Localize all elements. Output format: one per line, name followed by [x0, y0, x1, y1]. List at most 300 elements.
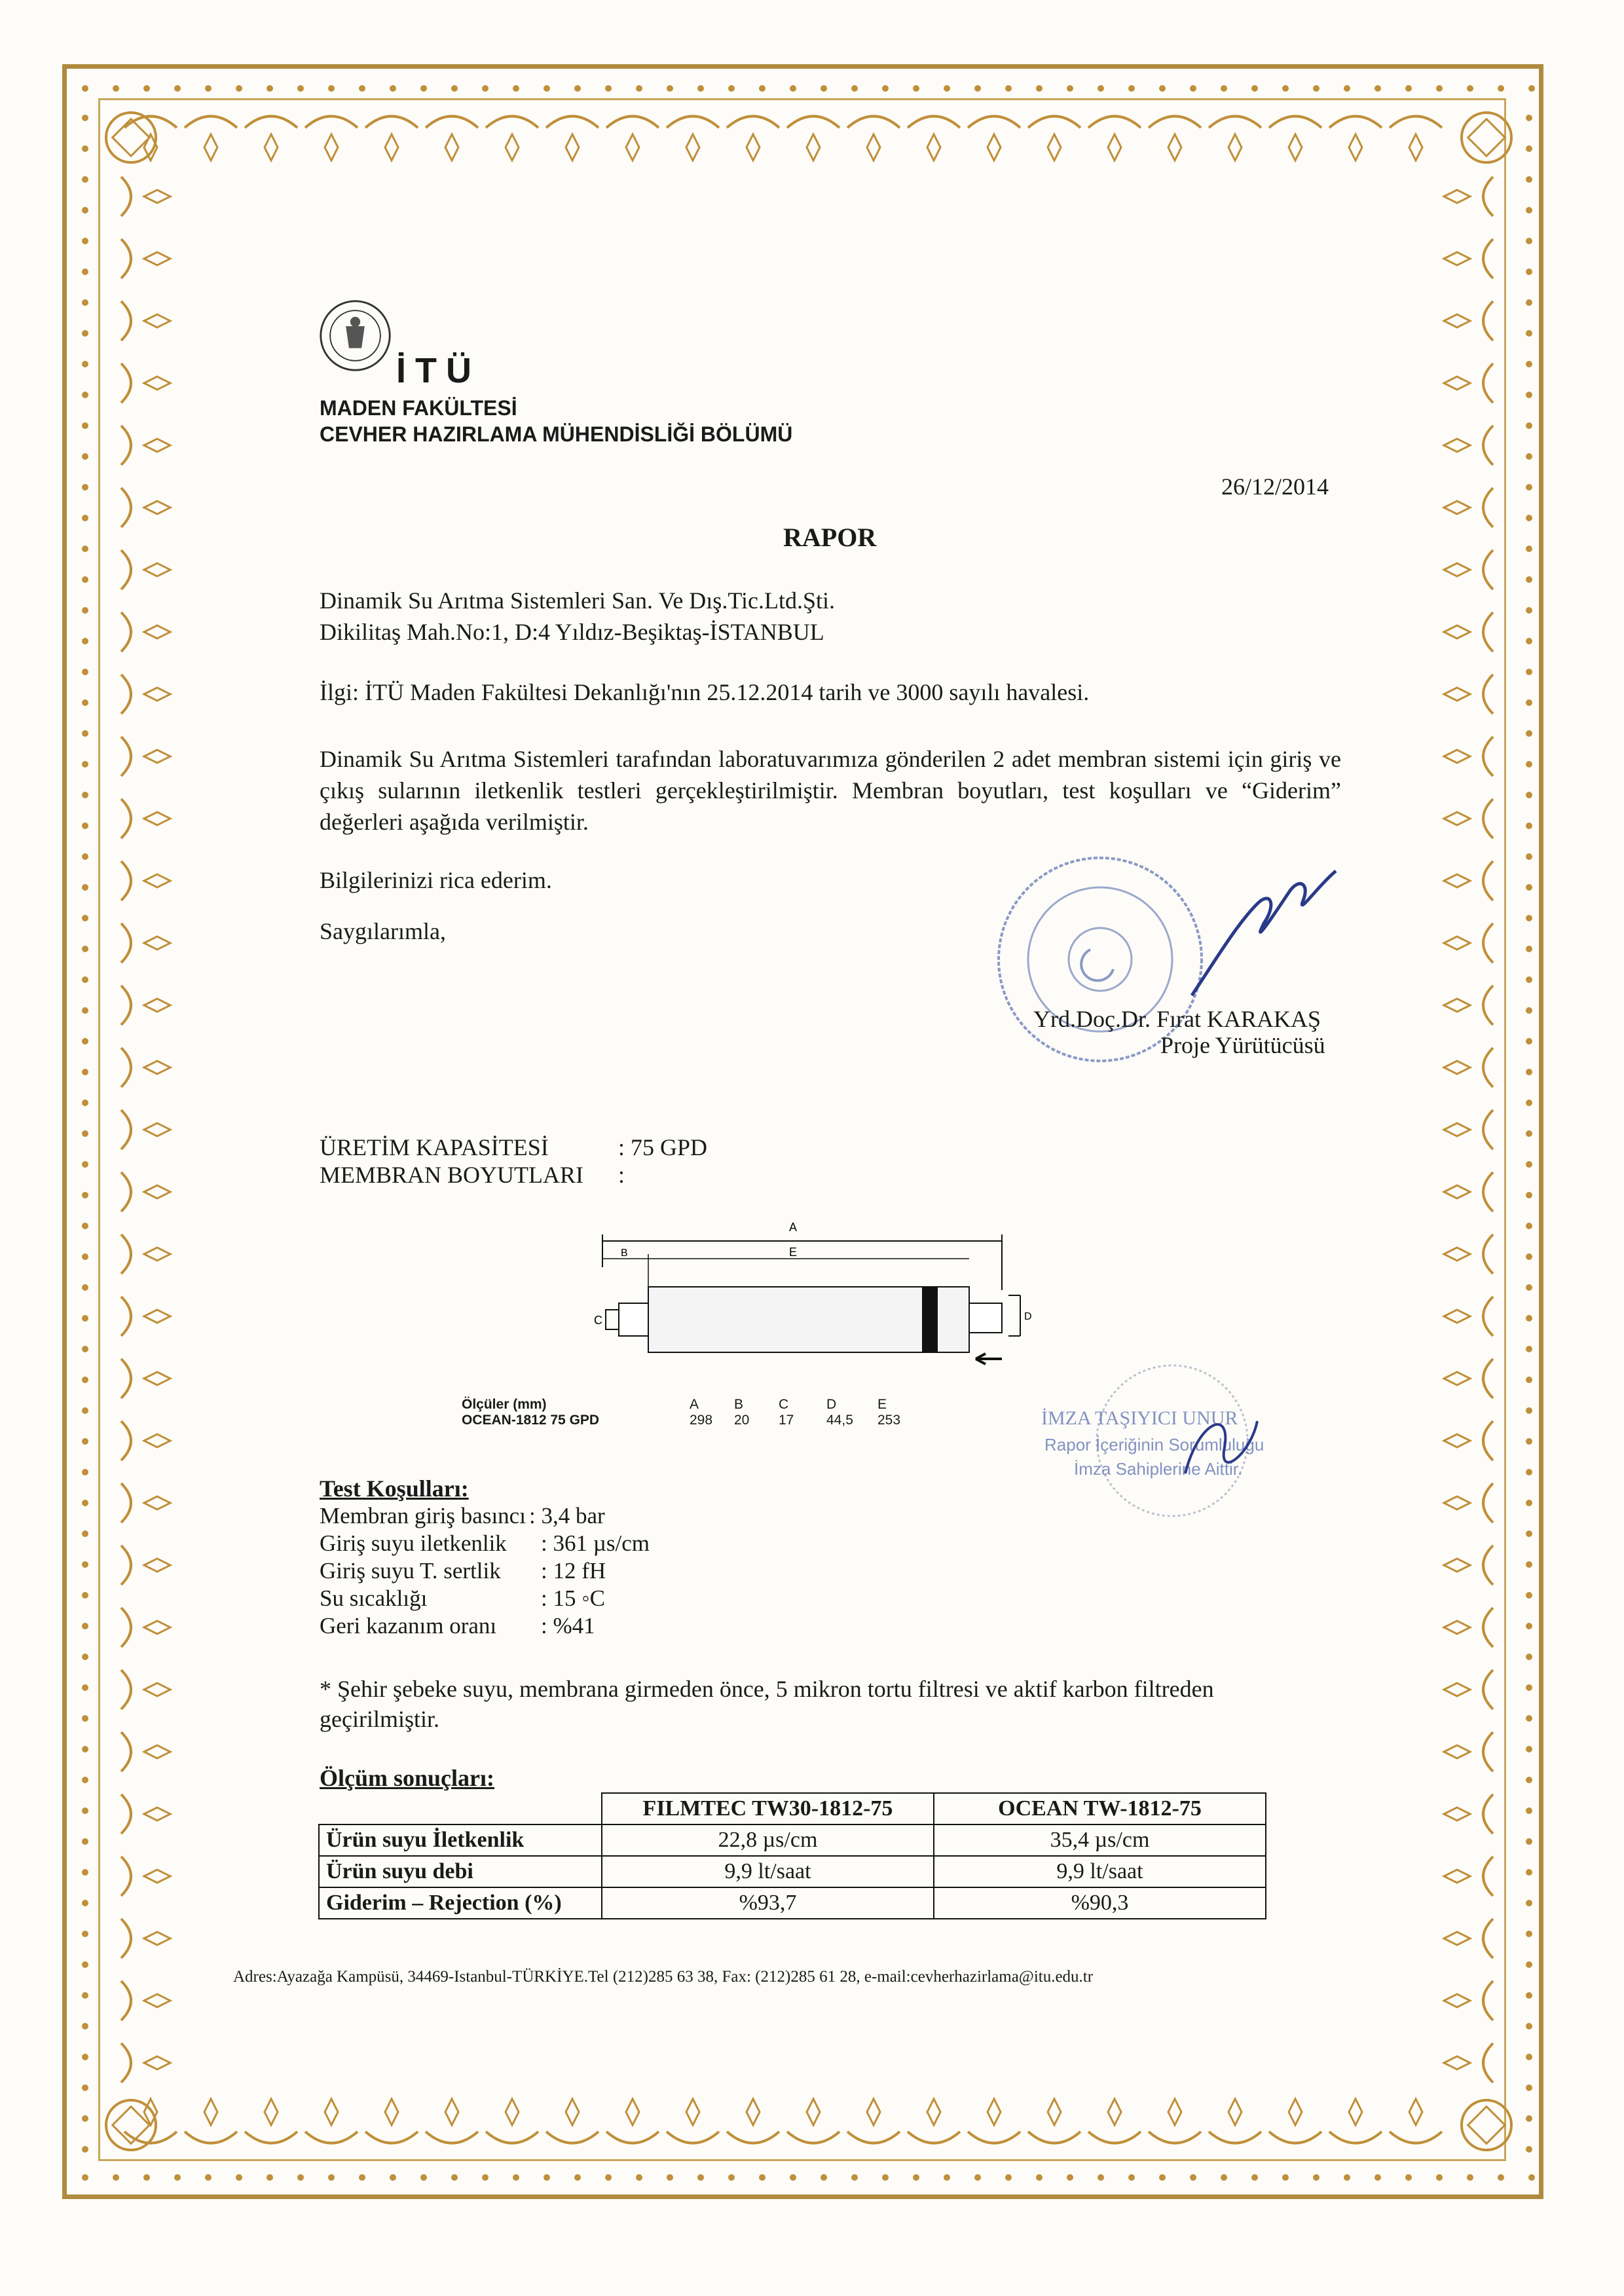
ornament-mark	[82, 2146, 88, 2153]
ornament-mark	[1444, 1123, 1470, 1136]
ornament-mark	[82, 2054, 88, 2060]
ornament-mark	[82, 946, 88, 952]
ornament-mark	[697, 85, 704, 92]
ornament-mark	[1526, 1253, 1532, 1260]
signatory-name: Yrd.Doç.Dr. Fırat KARAKAŞ	[1033, 1006, 1321, 1032]
ornament-mark	[185, 2132, 237, 2143]
ornament-mark	[747, 134, 760, 160]
table-row	[319, 1856, 1266, 1887]
ornament-mark	[1526, 2115, 1532, 2122]
ornament-mark	[913, 2174, 919, 2181]
ornament-mark	[1098, 2174, 1104, 2181]
ornament-mark	[121, 923, 131, 963]
ornament-mark	[245, 117, 297, 128]
condition-value-pressure: : 3,4 bar	[529, 1503, 605, 1528]
ornament-mark	[1526, 1869, 1532, 1876]
ornament-mark	[1313, 85, 1320, 92]
ornament-mark	[968, 117, 1020, 128]
ornament-mark	[1444, 1248, 1470, 1261]
ornament-mark	[667, 2174, 673, 2181]
ornament-mark	[144, 1185, 170, 1198]
ornament-mark	[82, 299, 88, 306]
ornament-mark	[451, 85, 458, 92]
ornament-mark	[626, 134, 639, 160]
ornament-mark	[882, 2174, 889, 2181]
ornament-mark	[1444, 190, 1470, 203]
table-row	[319, 1824, 1266, 1856]
ornament-mark	[1444, 377, 1470, 390]
ornament-mark	[1528, 2174, 1535, 2181]
ornament-mark	[1168, 2099, 1181, 2125]
ornament-mark	[1444, 1932, 1470, 1945]
ornament-mark	[385, 2099, 398, 2125]
ornament-mark	[1526, 1161, 1532, 1168]
ornament-mark	[82, 176, 88, 183]
ornament-mark	[390, 2174, 396, 2181]
ornament-mark	[82, 546, 88, 552]
results-cell: %90,3	[934, 1887, 1266, 1919]
ornament-mark	[82, 1715, 88, 1722]
ornament-mark	[1526, 1038, 1532, 1045]
ornament-mark	[1526, 1130, 1532, 1137]
ornament-mark	[686, 2099, 699, 2125]
ornament-mark	[82, 1161, 88, 1168]
ornament-mark	[205, 85, 212, 92]
ornament-mark	[82, 607, 88, 614]
ornament-mark	[867, 2099, 880, 2125]
ornament-mark	[1526, 1315, 1532, 1322]
ornament-mark	[82, 361, 88, 367]
results-cell: 9,9 lt/saat	[934, 1856, 1266, 1887]
diagram-label-e: E	[789, 1246, 798, 1259]
ornament-mark	[1483, 177, 1493, 216]
ornament-mark	[847, 2132, 900, 2143]
ornament-mark	[1526, 761, 1532, 768]
ornament-mark	[506, 134, 519, 160]
ornament-mark	[82, 422, 88, 429]
ornament-mark	[1282, 85, 1289, 92]
ornament-mark	[1444, 874, 1470, 887]
results-cell: 9,9 lt/saat	[602, 1856, 934, 1887]
ornament-mark	[1409, 134, 1422, 160]
ornament-mark	[121, 301, 131, 341]
ornament-mark	[144, 377, 170, 390]
ornament-mark	[807, 2099, 820, 2125]
ornament-mark	[82, 1069, 88, 1075]
results-cell: 35,4 µs/cm	[934, 1824, 1266, 1856]
ornament-mark	[1483, 550, 1493, 589]
ornament-mark	[420, 2174, 427, 2181]
ornament-mark	[1444, 1310, 1470, 1323]
ornament-mark	[121, 799, 131, 838]
responsibility-stamp	[1035, 1362, 1323, 1532]
dim-value-c: 17	[779, 1413, 794, 1428]
ornament-mark	[1526, 176, 1532, 183]
signatory-role: Proje Yürütücüsü	[1160, 1032, 1325, 1058]
ornament-mark	[205, 2174, 212, 2181]
condition-value-conductivity: : 361 µs/cm	[541, 1530, 650, 1556]
ornament-mark	[1005, 2174, 1012, 2181]
ornament-mark	[1526, 669, 1532, 675]
ornament-mark	[1526, 2146, 1532, 2153]
ornament-mark	[82, 1192, 88, 1198]
ornament-mark	[1444, 812, 1470, 825]
ornament-mark	[82, 1223, 88, 1229]
ornament-mark	[82, 1623, 88, 1629]
ornament-mark	[1409, 2099, 1422, 2125]
dim-col-e: E	[877, 1397, 887, 1412]
ornament-mark	[82, 238, 88, 244]
ornament-mark	[82, 392, 88, 398]
ornament-mark	[1467, 2174, 1473, 2181]
ornament-mark	[1483, 1794, 1493, 1834]
dimensions-model: OCEAN-1812 75 GPD	[462, 1413, 600, 1428]
dimensions-table	[462, 1397, 922, 1428]
ornament-mark	[1526, 1530, 1532, 1537]
ornament-mark	[1444, 1559, 1470, 1572]
ornament-mark	[867, 134, 880, 160]
ornament-mark	[1329, 2132, 1382, 2143]
ornament-mark	[574, 85, 581, 92]
ornament-mark	[790, 2174, 796, 2181]
ornament-mark	[1228, 2099, 1242, 2125]
ornament-mark	[1444, 1870, 1470, 1883]
ornament-mark	[1444, 999, 1470, 1012]
ornament-mark	[486, 2132, 538, 2143]
ornament-mark	[82, 1869, 88, 1876]
condition-label-hardness: Giriş suyu T. sertlik	[320, 1558, 501, 1583]
results-cell: 22,8 µs/cm	[602, 1824, 934, 1856]
ornament-mark	[1209, 117, 1261, 128]
ornament-mark	[1483, 1857, 1493, 1896]
ornament-mark	[82, 484, 88, 491]
condition-label-recovery: Geri kazanım oranı	[320, 1613, 497, 1639]
dim-value-a: 298	[690, 1413, 713, 1428]
ornament-mark	[121, 550, 131, 589]
ornament-mark	[365, 117, 418, 128]
ornament-mark	[144, 1123, 170, 1136]
ornament-mark	[297, 85, 304, 92]
ornament-mark	[974, 85, 981, 92]
ornament-mark	[144, 252, 170, 265]
results-table	[318, 1792, 1266, 1919]
ornament-mark	[513, 85, 519, 92]
ornament-mark	[359, 2174, 365, 2181]
results-cell: %93,7	[602, 1887, 934, 1919]
ornament-mark	[1526, 453, 1532, 460]
ornament-mark	[144, 314, 170, 327]
reference-line: İlgi: İTÜ Maden Fakültesi Dekanlığı'nın 25.12.2014 tarih ve 3000 sayılı havalesi.	[320, 679, 1090, 705]
ornament-mark	[1483, 1359, 1493, 1398]
table-row	[319, 1887, 1266, 1919]
ornament-mark	[82, 823, 88, 829]
ornament-mark	[144, 1434, 170, 1447]
ornament-mark	[82, 1530, 88, 1537]
ornament-mark	[1526, 946, 1532, 952]
ornament-mark	[1149, 2132, 1201, 2143]
ornament-mark	[1483, 1608, 1493, 1647]
ornament-mark	[445, 2099, 458, 2125]
ornament-mark	[1526, 484, 1532, 491]
ornament-mark	[82, 638, 88, 644]
ornament-mark	[82, 2174, 88, 2181]
pretreatment-note: * Şehir şebeke suyu, membrana girmeden önce, 5 mikron tortu filtresi ve aktif karbon filtreden geçirilmiştir.	[320, 1676, 1214, 1732]
ornament-mark	[1483, 1546, 1493, 1585]
ornament-mark	[1251, 2174, 1258, 2181]
ornament-mark	[1444, 314, 1470, 327]
ornament-mark	[144, 1932, 170, 1945]
ornament-mark	[1444, 1994, 1470, 2007]
ornament-mark	[1444, 1683, 1470, 1696]
ornament-mark	[1444, 1621, 1470, 1634]
ornament-mark	[974, 2174, 981, 2181]
ornament-mark	[1526, 1438, 1532, 1445]
ornament-mark	[325, 2099, 338, 2125]
ornament-mark	[606, 2132, 659, 2143]
recipient-line-2: Dikilitaş Mah.No:1, D:4 Yıldız-Beşiktaş-İSTANBUL	[320, 619, 824, 645]
ornament-mark	[82, 699, 88, 706]
ornament-mark	[1036, 2174, 1043, 2181]
ornament-mark	[1526, 1469, 1532, 1475]
ornament-mark	[82, 1992, 88, 1999]
ornament-mark	[1526, 1192, 1532, 1198]
ornament-mark	[82, 1684, 88, 1691]
ornament-mark	[82, 1561, 88, 1568]
ornament-mark	[144, 501, 170, 514]
ornament-mark	[121, 1670, 131, 1709]
ornament-mark	[1190, 85, 1196, 92]
ornament-mark	[1098, 85, 1104, 92]
condition-label-conductivity: Giriş suyu iletkenlik	[320, 1530, 507, 1556]
ornament-mark	[1483, 363, 1493, 403]
ornament-mark	[1526, 1100, 1532, 1106]
ornament-mark	[1483, 799, 1493, 838]
ornament-mark	[82, 115, 88, 121]
dimensions-label: MEMBRAN BOYUTLARI	[320, 1162, 584, 1188]
ornament-mark	[144, 1061, 170, 1074]
ornament-mark	[1282, 2174, 1289, 2181]
ornament-mark	[1526, 1777, 1532, 1783]
report-title: RAPOR	[783, 523, 877, 552]
ornament-mark	[851, 85, 858, 92]
ornament-mark	[1444, 750, 1470, 763]
ornament-mark	[1028, 2132, 1080, 2143]
results-row-label: Giderim – Rejection (%)	[319, 1887, 602, 1919]
ornament-mark	[1108, 134, 1121, 160]
ornament-mark	[987, 2099, 1001, 2125]
ornament-mark	[236, 2174, 242, 2181]
ornament-mark	[1483, 239, 1493, 278]
ornament-mark	[686, 134, 699, 160]
ornament-mark	[82, 1500, 88, 1506]
ornament-mark	[1313, 2174, 1320, 2181]
ornament-mark	[121, 1732, 131, 1771]
ornament-mark	[913, 85, 919, 92]
ornament-mark	[1483, 861, 1493, 900]
ornament-mark	[1444, 625, 1470, 639]
ornament-mark	[1483, 426, 1493, 465]
ornament-mark	[144, 812, 170, 825]
ornament-mark	[325, 134, 338, 160]
dim-value-e: 253	[877, 1413, 901, 1428]
ornament-mark	[513, 2174, 519, 2181]
membrane-diagram	[576, 1218, 1048, 1369]
ornament-mark	[1483, 675, 1493, 714]
ornament-mark	[1526, 823, 1532, 829]
ornament-mark	[121, 1546, 131, 1585]
ornament-mark	[1159, 85, 1166, 92]
ornament-mark	[944, 85, 950, 92]
ornament-mark	[482, 2174, 489, 2181]
dimensions-value: :	[618, 1162, 625, 1188]
ornament-mark	[1483, 1172, 1493, 1212]
ornament-mark	[1526, 268, 1532, 275]
ornament-mark	[1128, 2174, 1135, 2181]
ornament-mark	[1526, 422, 1532, 429]
ornament-mark	[121, 986, 131, 1025]
results-row-label: Ürün suyu debi	[319, 1856, 602, 1887]
ornament-mark	[144, 874, 170, 887]
ornament-mark	[847, 117, 900, 128]
ornament-mark	[1526, 1715, 1532, 1722]
ornament-mark	[1344, 85, 1350, 92]
ornament-mark	[1526, 361, 1532, 367]
capacity-value: : 75 GPD	[618, 1134, 708, 1160]
ornament-mark	[82, 1315, 88, 1322]
ornament-mark	[144, 439, 170, 452]
ornament-mark	[1468, 2107, 1505, 2144]
ornament-mark	[727, 117, 779, 128]
ornament-mark	[121, 1919, 131, 1958]
ornament-mark	[759, 2174, 766, 2181]
ornament-mark	[305, 2132, 358, 2143]
ornament-mark	[1483, 2043, 1493, 2083]
dimensions-header-label: Ölçüler (mm)	[462, 1397, 547, 1412]
results-title: Ölçüm sonuçları:	[320, 1765, 494, 1791]
ornament-mark	[1526, 884, 1532, 891]
ornament-mark	[121, 1794, 131, 1834]
ornament-mark	[807, 134, 820, 160]
body-paragraph: Dinamik Su Arıtma Sistemleri tarafından laboratuvarımıza gönderilen 2 adet membran sistemi için giriş ve çıkış sularının iletkenlik testleri gerçekleştirilmiştir. Membran boyutları, test koşulları ve “Giderim” değerleri aşağıda verilmiştir.	[320, 746, 1341, 835]
ornament-mark	[1526, 915, 1532, 921]
ornament-mark	[1483, 1732, 1493, 1771]
ornament-mark	[265, 2099, 278, 2125]
ornament-mark	[82, 915, 88, 921]
ornament-mark	[546, 117, 599, 128]
results-header-filmtec: FILMTEC TW30-1812-75	[602, 1793, 934, 1824]
ornament-mark	[1088, 117, 1141, 128]
ornament-mark	[1483, 1483, 1493, 1523]
ornament-mark	[1483, 1110, 1493, 1149]
dim-value-d: 44,5	[826, 1413, 853, 1428]
ornament-mark	[328, 2174, 335, 2181]
ornament-mark	[1526, 1900, 1532, 1906]
ornament-mark	[566, 134, 579, 160]
ornament-mark	[1108, 2099, 1121, 2125]
ornament-mark	[759, 85, 766, 92]
ornament-mark	[82, 730, 88, 737]
ornament-mark	[121, 1981, 131, 2020]
ornament-mark	[144, 1559, 170, 1572]
ornament-mark	[1526, 1931, 1532, 1937]
ornament-mark	[1067, 85, 1073, 92]
ornament-mark	[1444, 439, 1470, 452]
ornament-mark	[1483, 1981, 1493, 2020]
ornament-mark	[927, 134, 940, 160]
ornament-mark	[1526, 330, 1532, 337]
ornament-mark	[1375, 85, 1381, 92]
ornament-mark	[1526, 1407, 1532, 1414]
ornament-mark	[1149, 117, 1201, 128]
conditions-title: Test Koşulları:	[320, 1475, 469, 1502]
ornament-mark	[574, 2174, 581, 2181]
ornament-mark	[1251, 85, 1258, 92]
ornament-mark	[121, 2043, 131, 2083]
ornament-mark	[1467, 85, 1473, 92]
ornament-mark	[727, 2132, 779, 2143]
ornament-mark	[1168, 134, 1181, 160]
ornament-mark	[626, 2099, 639, 2125]
ornament-mark	[82, 1469, 88, 1475]
capacity-label: ÜRETİM KAPASİTESİ	[320, 1134, 549, 1160]
ornament-mark	[82, 1438, 88, 1445]
ornament-mark	[82, 1007, 88, 1014]
ornament-mark	[1526, 1654, 1532, 1660]
ornament-mark	[1005, 85, 1012, 92]
stamp2-line-2: Rapor İçeriğinin Sorumluluğu	[1044, 1435, 1264, 1454]
ornament-mark	[121, 1421, 131, 1460]
ornament-mark	[1526, 1346, 1532, 1352]
ornament-mark	[426, 2132, 478, 2143]
ornament-mark	[82, 453, 88, 460]
ornament-mark	[1221, 85, 1227, 92]
ornament-mark	[1444, 1061, 1470, 1074]
ornament-mark	[143, 2174, 150, 2181]
ornament-mark	[82, 330, 88, 337]
ornament-mark	[82, 1654, 88, 1660]
ornament-mark	[113, 2174, 119, 2181]
ornament-mark	[636, 85, 642, 92]
ornament-mark	[1498, 85, 1504, 92]
ornament-mark	[1483, 986, 1493, 1025]
ornament-mark	[1526, 1500, 1532, 1506]
ornament-mark	[121, 1110, 131, 1149]
ornament-mark	[82, 792, 88, 798]
salutation: Saygılarımla,	[320, 918, 446, 944]
ornament-mark	[359, 85, 365, 92]
ornament-mark	[1483, 1670, 1493, 1709]
ornament-mark	[1526, 2084, 1532, 2091]
ornament-mark	[267, 2174, 273, 2181]
ornament-mark	[1526, 392, 1532, 398]
ornament-mark	[82, 1284, 88, 1291]
ornament-mark	[546, 2132, 599, 2143]
ornament-mark	[82, 1253, 88, 1260]
ornament-mark	[747, 2099, 760, 2125]
ornament-mark	[144, 625, 170, 639]
condition-value-recovery: : %41	[541, 1613, 595, 1639]
ornament-mark	[1436, 2174, 1443, 2181]
ornament-mark	[482, 85, 489, 92]
ornament-mark	[82, 1130, 88, 1137]
ornament-mark	[1444, 688, 1470, 701]
ornament-mark	[204, 134, 217, 160]
ornament-mark	[1483, 1421, 1493, 1460]
ornament-mark	[605, 85, 612, 92]
ornament-mark	[144, 1870, 170, 1883]
ornament-mark	[82, 884, 88, 891]
ornament-mark	[1067, 2174, 1073, 2181]
